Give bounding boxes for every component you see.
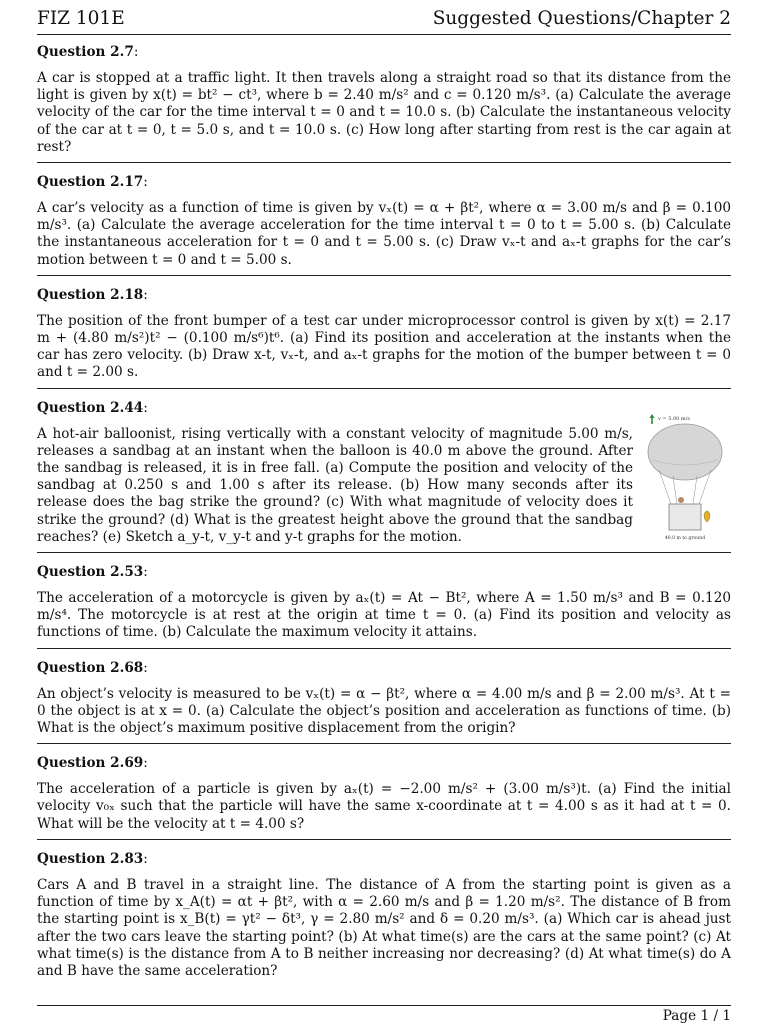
sandbag-icon: [704, 511, 710, 522]
balloon-basket-icon: [669, 504, 701, 530]
question-text: A hot-air balloonist, rising vertically with a constant velocity of magnitude 5.00 m/s, releases a sandbag at an instant when the balloon is 40.0 m above the ground. After the sandbag is released, it is in free fall. (a) Compute the position and velocity of the sandbag at 0.250 s and 1.00 s after its release. (b) How many seconds after its release does the bag strike the ground? (c) With what magnitude of velocity does it strike the ground? (d) What is the greatest height above the ground that the sandbag reaches? (e) Sketch a_y-t, v_y-t and y-t graphs for the motion.: [37, 425, 633, 545]
hot-air-balloon-figure: [639, 412, 731, 540]
question-text: An object’s velocity is measured to be vₓ(t) = α − βt², where α = 4.00 m/s and β = 2.00 m/s³. At t = 0 the object is at x = 0. (a) Calculate the object’s position and acceleration as functions of time. (b) What is the object’s maximum positive displacement from the origin?: [37, 685, 731, 737]
question-title: Question 2.18:: [37, 286, 148, 303]
question-title: Question 2.7:: [37, 44, 139, 60]
page-number: Page 1 / 1: [662, 1008, 731, 1024]
velocity-arrowhead-icon: [650, 414, 655, 418]
question-block: [37, 660, 731, 745]
question-text: The acceleration of a motorcycle is given by aₓ(t) = At − Bt², where A = 1.50 m/s³ and B = 0.120 m/s⁴. The motorcycle is at rest at the origin at time t = 0. (a) Find its position and velocity as functions of time. (b) Calculate the maximum velocity it attains.: [37, 590, 731, 641]
question-title: Question 2.17:: [37, 174, 148, 191]
question-text: The acceleration of a particle is given by aₓ(t) = −2.00 m/s² + (3.00 m/s³)t. (a) Find the initial velocity v₀ₓ such that the particle will have the same x-coordinate at t = 4.00 s as it had at t = 0. What will be the velocity at t = 4.00 s?: [37, 781, 731, 832]
balloonist-icon: [678, 497, 684, 503]
course-code: FIZ 101E: [37, 8, 125, 29]
question-block: [37, 851, 731, 986]
question-block: [37, 564, 731, 649]
question-title: Question 2.69:: [37, 755, 148, 772]
question-text: Cars A and B travel in a straight line. The distance of A from the starting point is given as a function of time by x_A(t) = αt + βt², with α = 2.60 m/s and β = 1.20 m/s². The distance of B from the starting point is x_B(t) = γt² − δt³, γ = 2.80 m/s² and δ = 0.20 m/s³. (a) Which car is ahead just after the two cars leave the starting point? (b) At what time(s) are the cars at the same point? (c) At what time(s) is the distance from A to B neither increasing nor decreasing? (d) At what time(s) do A and B have the same acceleration?: [37, 876, 731, 979]
velocity-label: v = 5.00 m/s: [658, 415, 690, 422]
footer-rule: [37, 1005, 731, 1006]
header-title: Suggested Questions/Chapter 2: [432, 8, 731, 29]
balloon-envelope-icon: [648, 424, 722, 480]
page-header: [37, 8, 731, 35]
document-page: [37, 0, 731, 1024]
question-title: Question 2.53:: [37, 564, 148, 581]
question-block: [37, 755, 731, 840]
question-text: The position of the front bumper of a test car under microprocessor control is given by x(t) = 2.17 m + (4.80 m/s²)t² − (0.100 m/s⁶)t⁶. (a) Find its position and acceleration at the instants when the car has zero velocity. (b) Draw x-t, vₓ-t, and aₓ-t graphs for the motion of the bumper between t = 0 and t = 2.00 s.: [37, 312, 731, 381]
question-text: A car is stopped at a traffic light. It then travels along a straight road so that its distance from the light is given by x(t) = bt² − ct³, where b = 2.40 m/s² and c = 0.120 m/s³. (a) Calculate the average velocity of the car for the time interval t = 0 and t = 10.0 s. (b) Calculate the instantaneous velocity of the car at t = 0, t = 5.0 s, and t = 10.0 s. (c) How long after starting from rest is the car again at rest?: [37, 70, 731, 155]
height-label: 40.0 m to ground: [664, 535, 706, 540]
question-block: [37, 174, 731, 276]
question-title: Question 2.44:: [37, 399, 148, 416]
question-block: [37, 400, 731, 553]
question-title: Question 2.83:: [37, 850, 148, 867]
question-block: [37, 287, 731, 389]
question-list: [37, 44, 731, 997]
question-title: Question 2.68:: [37, 659, 148, 676]
question-block: [37, 44, 731, 163]
question-text: A car’s velocity as a function of time is given by vₓ(t) = α + βt², where α = 3.00 m/s and β = 0.100 m/s³. (a) Calculate the average acceleration for the time interval t = 0 to t = 5.00 s. (b) Calculate the instantaneous acceleration for t = 0 and t = 5.00 s. (c) Draw vₓ-t and aₓ-t graphs for the car’s motion between t = 0 and t = 5.00 s.: [37, 200, 731, 268]
